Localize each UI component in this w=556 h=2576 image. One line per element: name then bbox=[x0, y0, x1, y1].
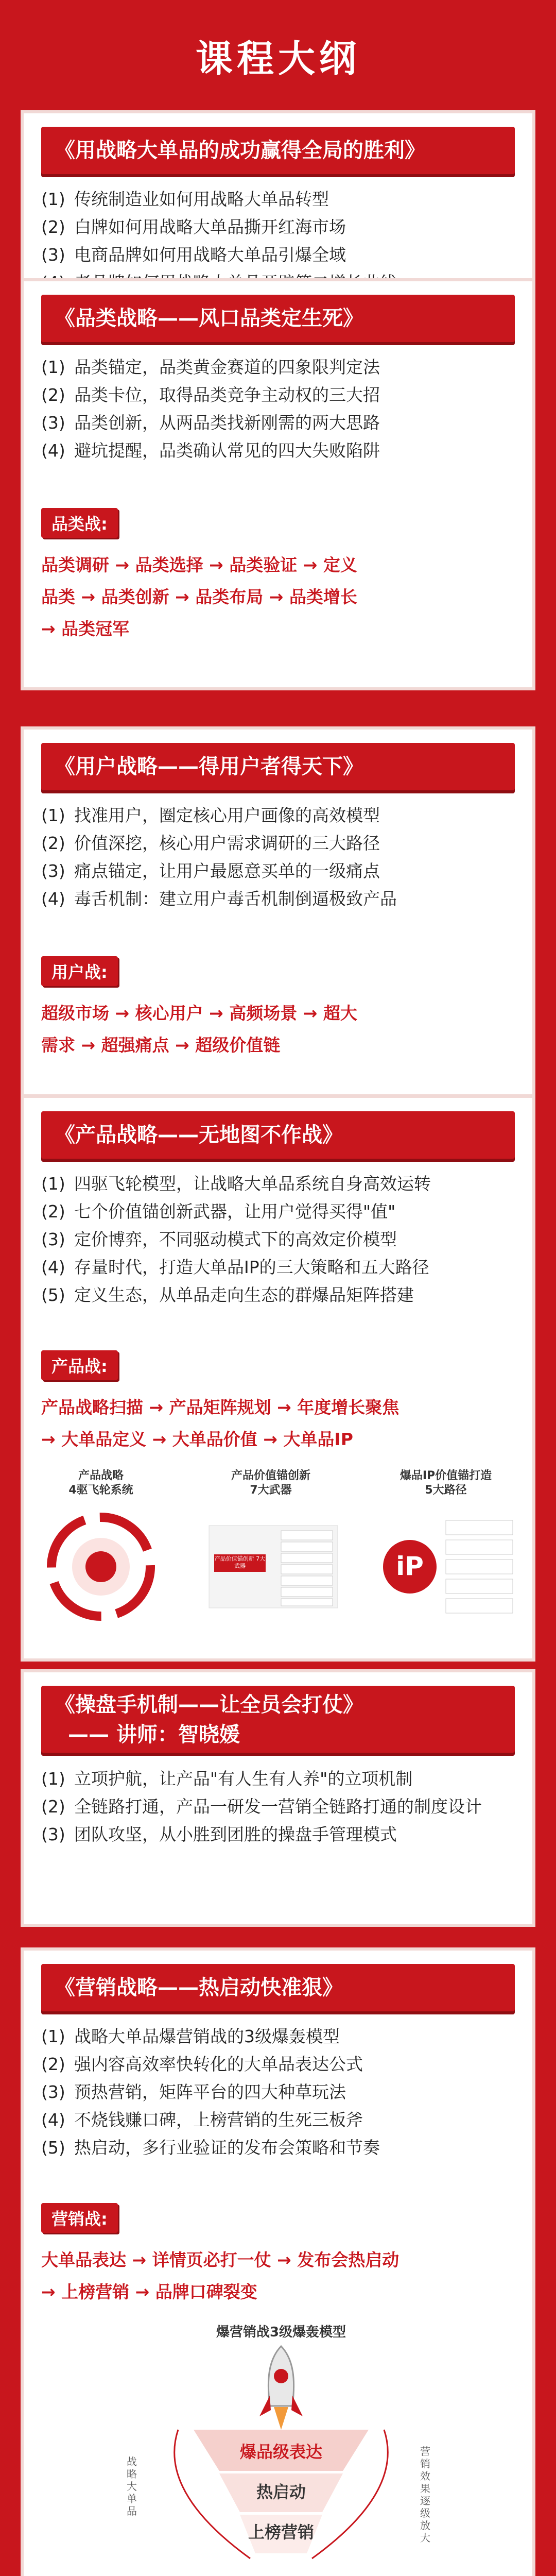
flow-step: 品类布局 bbox=[195, 587, 264, 607]
flow-row: 需求 → 超强痛点 → 超级价值链 bbox=[41, 1035, 281, 1055]
section-title: 《品类战略——风口品类定生死》 bbox=[41, 295, 515, 342]
section-operator-mechanism bbox=[21, 1669, 535, 1927]
funnel-level: 热启动 bbox=[256, 2482, 306, 2502]
list-item bbox=[41, 1198, 517, 1226]
item-text: 四驱飞轮模型，让战略大单品系统自身高效运转 bbox=[74, 1174, 431, 1194]
list-item bbox=[41, 1253, 517, 1281]
section-user-strategy bbox=[21, 726, 535, 1097]
funnel-title: 爆营销战3级爆轰模型 bbox=[216, 2325, 346, 2340]
section-title: 《用战略大单品的成功赢得全局的胜利》 bbox=[41, 127, 515, 174]
ip-badge-text: iP bbox=[396, 1551, 424, 1581]
flow-step: 超强痛点 bbox=[101, 1035, 169, 1055]
flow-step: 品类增长 bbox=[289, 587, 357, 607]
item-number: (2) bbox=[41, 1797, 65, 1817]
flow-row: 产品战略扫描 → 产品矩阵规划 → 年度增长聚焦 bbox=[41, 1397, 399, 1417]
flow-step: 上榜营销 bbox=[61, 2282, 130, 2302]
flow-tag: 用户战: bbox=[41, 956, 118, 986]
list-item bbox=[41, 1226, 517, 1253]
item-text: 白牌如何用战略大单品撕开红海市场 bbox=[74, 217, 346, 237]
item-text: 品类卡位，取得品类竞争主动权的三大招 bbox=[74, 385, 380, 405]
item-number: (4) bbox=[41, 889, 65, 909]
item-text: 品类创新，从两品类找新刚需的两大思路 bbox=[74, 413, 380, 433]
list-item bbox=[41, 213, 517, 241]
flow-step: 大单品定义 bbox=[61, 1429, 147, 1449]
flow-row: 品类 → 品类创新 → 品类布局 → 品类增长 bbox=[41, 587, 357, 607]
flow-chain bbox=[41, 2244, 517, 2308]
item-number: (3) bbox=[41, 1824, 65, 1844]
flow-row: → 大单品定义 → 大单品价值 → 大单品IP bbox=[41, 1429, 353, 1449]
list-item bbox=[41, 353, 517, 381]
list-item bbox=[41, 1765, 517, 1793]
flow-step: 品类选择 bbox=[135, 555, 203, 575]
diagram-caption: 爆品IP价值锚打造 5大路径 bbox=[399, 1469, 492, 1497]
flow-step: 高频场景 bbox=[229, 1003, 298, 1023]
item-number: (3) bbox=[41, 245, 65, 265]
flow-step: 品类 bbox=[41, 587, 75, 607]
item-number: (2) bbox=[41, 2054, 65, 2074]
flow-row: → 品类冠军 bbox=[41, 619, 130, 639]
list-item bbox=[41, 1821, 517, 1849]
section-title: 《营销战略——热启动快准狠》 bbox=[41, 1964, 515, 2011]
weapons-diagram-label: 产品价值锚创新 7大武器 bbox=[214, 1555, 266, 1569]
item-number: (3) bbox=[41, 413, 65, 433]
item-number: (1) bbox=[41, 1769, 65, 1789]
section-title bbox=[41, 1686, 515, 1753]
item-number: (2) bbox=[41, 1201, 65, 1222]
list-item bbox=[41, 2050, 517, 2078]
item-text: 毒舌机制：建立用户毒舌机制倒逼极致产品 bbox=[74, 889, 397, 909]
list-item bbox=[41, 802, 517, 829]
flow-step: 超级市场 bbox=[41, 1003, 109, 1023]
item-number: (4) bbox=[41, 1257, 65, 1277]
item-number: (3) bbox=[41, 861, 65, 881]
funnel-level: 上榜营销 bbox=[248, 2522, 314, 2542]
item-text: 找准用户，圈定核心用户画像的高效模型 bbox=[74, 805, 380, 825]
list-item bbox=[41, 2023, 517, 2050]
item-number: (5) bbox=[41, 1285, 65, 1305]
flow-chain bbox=[41, 997, 517, 1061]
flow-step: 定义 bbox=[323, 555, 357, 575]
funnel-side-right: 营销效果逐级放大 bbox=[420, 2445, 430, 2544]
item-text: 定义生态，从单品走向生态的群爆品矩阵搭建 bbox=[74, 1285, 414, 1305]
flow-step: 品类验证 bbox=[229, 555, 298, 575]
item-text: 团队攻坚，从小胜到团胜的操盘手管理模式 bbox=[74, 1824, 397, 1844]
flow-step: 年度增长聚焦 bbox=[297, 1397, 399, 1417]
flow-step: 详情页必打一仗 bbox=[152, 2250, 271, 2270]
flow-row: 大单品表达 → 详情页必打一仗 → 发布会热启动 bbox=[41, 2250, 399, 2270]
item-text: 立项护航，让产品"有人生有人养"的立项机制 bbox=[74, 1769, 413, 1789]
list-item bbox=[41, 2078, 517, 2106]
item-text: 强内容高效率快转化的大单品表达公式 bbox=[74, 2054, 363, 2074]
list-item bbox=[41, 241, 517, 269]
flywheel-diagram bbox=[44, 1510, 158, 1623]
item-number: (1) bbox=[41, 189, 65, 209]
item-text: 避坑提醒，品类确认常见的四大失败陷阱 bbox=[74, 440, 380, 461]
item-number: (1) bbox=[41, 357, 65, 377]
section-marketing-strategy bbox=[21, 1947, 535, 2576]
item-text: 热启动，多行业验证的发布会策略和节奏 bbox=[74, 2138, 380, 2158]
list-item bbox=[41, 2134, 517, 2162]
item-number: (4) bbox=[41, 2110, 65, 2130]
list-item bbox=[41, 2106, 517, 2134]
funnel-diagram bbox=[106, 2321, 456, 2569]
item-text: 电商品牌如何用战略大单品引爆全域 bbox=[74, 245, 346, 265]
item-text: 不烧钱赚口碑，上榜营销的生死三板斧 bbox=[74, 2110, 363, 2130]
list-item bbox=[41, 1281, 517, 1309]
flow-step: 大单品价值 bbox=[172, 1429, 257, 1449]
flow-step: 大单品IP bbox=[283, 1429, 353, 1449]
item-text: 预热营销，矩阵平台的四大种草玩法 bbox=[74, 2082, 346, 2102]
diagram-caption: 产品价值锚创新 7大武器 bbox=[231, 1469, 310, 1497]
section-category-strategy bbox=[21, 278, 535, 690]
flow-step: 需求 bbox=[41, 1035, 75, 1055]
flow-step: 品牌口碑裂变 bbox=[155, 2282, 257, 2302]
flow-tag: 营销战: bbox=[41, 2203, 118, 2233]
flow-step: 产品矩阵规划 bbox=[169, 1397, 271, 1417]
item-text: 存量时代，打造大单品IP的三大策略和五大路径 bbox=[74, 1257, 429, 1277]
item-number: (1) bbox=[41, 805, 65, 825]
list-item bbox=[41, 437, 517, 465]
list-item bbox=[41, 857, 517, 885]
flow-chain bbox=[41, 549, 517, 645]
item-text: 定价博弈，不同驱动模式下的高效定价模型 bbox=[74, 1229, 397, 1249]
item-number: (2) bbox=[41, 217, 65, 237]
flow-step: 大单品表达 bbox=[41, 2250, 126, 2270]
flow-step: 超大 bbox=[323, 1003, 357, 1023]
flow-row: 品类调研 → 品类选择 → 品类验证 → 定义 bbox=[41, 555, 357, 575]
flow-step: 超级价值链 bbox=[195, 1035, 281, 1055]
flow-step: 核心用户 bbox=[135, 1003, 203, 1023]
page-title: 课程大纲 bbox=[195, 37, 360, 80]
item-text: 传统制造业如何用战略大单品转型 bbox=[74, 189, 329, 209]
section-speaker-line: —— 讲师：智晓媛 bbox=[68, 1723, 240, 1747]
section-title: 《用户战略——得用户者得天下》 bbox=[41, 743, 515, 790]
item-number: (2) bbox=[41, 833, 65, 853]
list-item bbox=[41, 185, 517, 213]
rocket-icon bbox=[250, 2344, 312, 2432]
flow-chain bbox=[41, 1392, 517, 1455]
flow-tag: 产品战: bbox=[41, 1350, 118, 1380]
item-number: (1) bbox=[41, 2026, 65, 2046]
section-title: 《产品战略——无地图不作战》 bbox=[41, 1111, 515, 1159]
flow-step: 品类创新 bbox=[101, 587, 169, 607]
item-text: 七个价值锚创新武器，让用户觉得买得"值" bbox=[74, 1201, 396, 1222]
list-item bbox=[41, 381, 517, 409]
funnel-level: 爆品级表达 bbox=[239, 2442, 322, 2462]
list-item bbox=[41, 1793, 517, 1821]
item-number: (3) bbox=[41, 2082, 65, 2102]
item-text: 战略大单品爆营销战的3级爆轰模型 bbox=[74, 2026, 340, 2046]
item-text: 品类锚定，品类黄金赛道的四象限判定法 bbox=[74, 357, 380, 377]
funnel-side-left: 战略大单品 bbox=[127, 2455, 137, 2517]
list-item bbox=[41, 829, 517, 857]
flow-row: 超级市场 → 核心用户 → 高频场景 → 超大 bbox=[41, 1003, 357, 1023]
item-number: (1) bbox=[41, 1174, 65, 1194]
flow-step: 发布会热启动 bbox=[297, 2250, 399, 2270]
list-item bbox=[41, 1170, 517, 1198]
item-text: 价值深挖，核心用户需求调研的三大路径 bbox=[74, 833, 380, 853]
list-item bbox=[41, 885, 517, 913]
list-item bbox=[41, 409, 517, 437]
diagram-caption: 产品战略 4驱飞轮系统 bbox=[68, 1469, 133, 1497]
item-text: 全链路打通，产品一研发一营销全链路打通的制度设计 bbox=[74, 1797, 482, 1817]
item-text: 痛点锚定，让用户最愿意买单的一级痛点 bbox=[74, 861, 380, 881]
item-number: (3) bbox=[41, 1229, 65, 1249]
flow-step: 品类调研 bbox=[41, 555, 109, 575]
section-product-strategy bbox=[21, 1095, 535, 1662]
item-number: (4) bbox=[41, 440, 65, 461]
flow-row: → 上榜营销 → 品牌口碑裂变 bbox=[41, 2282, 257, 2302]
flow-step: 品类冠军 bbox=[61, 619, 130, 639]
flow-step: 产品战略扫描 bbox=[41, 1397, 143, 1417]
flow-tag: 品类战: bbox=[41, 508, 118, 538]
item-number: (5) bbox=[41, 2138, 65, 2158]
section-title-line: 《操盘手机制——让全员会打仗》 bbox=[55, 1693, 363, 1717]
item-number: (2) bbox=[41, 385, 65, 405]
